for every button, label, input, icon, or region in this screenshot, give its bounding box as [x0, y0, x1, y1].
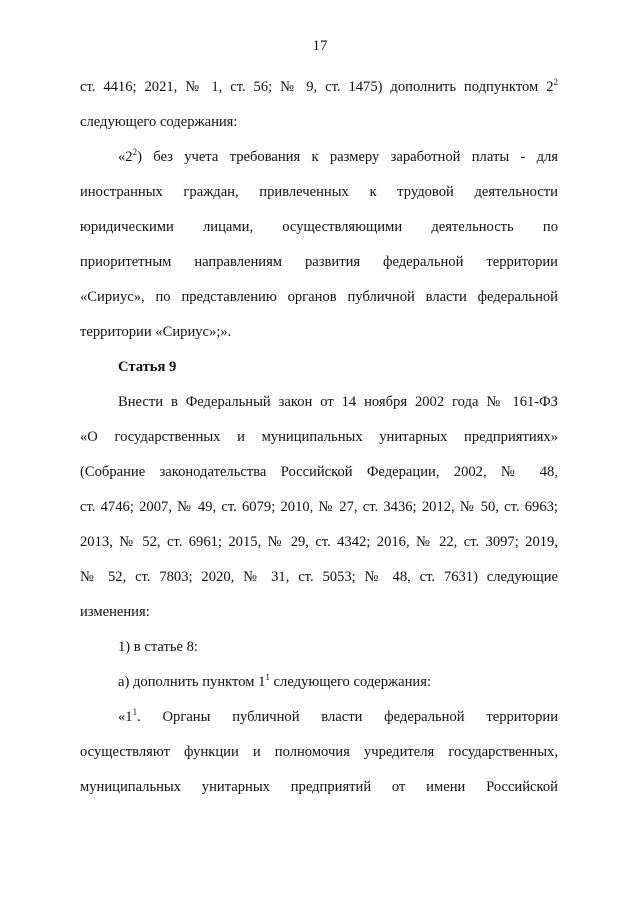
text-line: 1) в статье 8: — [118, 639, 198, 655]
text-line: 2013, № 52, ст. 6961; 2015, № 29, ст. 4342; 2016, № 22, ст. 3097; 2019, — [80, 534, 558, 550]
text-line: Внести в Федеральный закон от 14 ноября 2002 года № 161-ФЗ — [118, 394, 558, 410]
page-number: 17 — [312, 38, 328, 54]
text-line: приоритетным направлениям развития федеральной территории — [80, 254, 558, 270]
text-line: следующего содержания: — [80, 114, 238, 130]
text-line: «$1^1$. Органы публичной власти федеральной территории — [118, 707, 558, 725]
text-line: осуществляют функции и полномочия учредителя государственных, — [80, 744, 558, 760]
text-line: муниципальных унитарных предприятий от имени Российской — [80, 779, 558, 795]
text-line: а) дополнить пунктом $1^1$ следующего содержания: — [118, 672, 432, 690]
text-line: юридическими лицами, осуществляющими деятельность по — [80, 219, 558, 235]
text-line: «$2^2$) без учета требования к размеру заработной платы - для — [118, 147, 558, 165]
text-line: № 52, ст. 7803; 2020, № 31, ст. 5053; № 48, ст. 7631) следующие — [80, 569, 558, 585]
text-line: ст. 4746; 2007, № 49, ст. 6079; 2010, № 27, ст. 3436; 2012, № 50, ст. 6963; — [80, 499, 558, 515]
text-line: ст. 4416; 2021, № 1, ст. 56; № 9, ст. 1475) дополнить подпунктом $2^2$ — [80, 77, 558, 95]
text-line: территории «Сириус»;». — [80, 324, 232, 340]
document-body — [80, 70, 558, 805]
text-line: иностранных граждан, привлеченных к трудовой деятельности — [80, 184, 558, 200]
text-line: «О государственных и муниципальных унитарных предприятиях» — [80, 429, 558, 445]
article-heading: Статья 9 — [118, 359, 177, 375]
text-line: «Сириус», по представлению органов публичной власти федеральной — [80, 289, 558, 305]
text-line: (Собрание законодательства Российской Федерации, 2002, № 48, — [80, 464, 558, 480]
text-line: изменения: — [80, 604, 150, 620]
